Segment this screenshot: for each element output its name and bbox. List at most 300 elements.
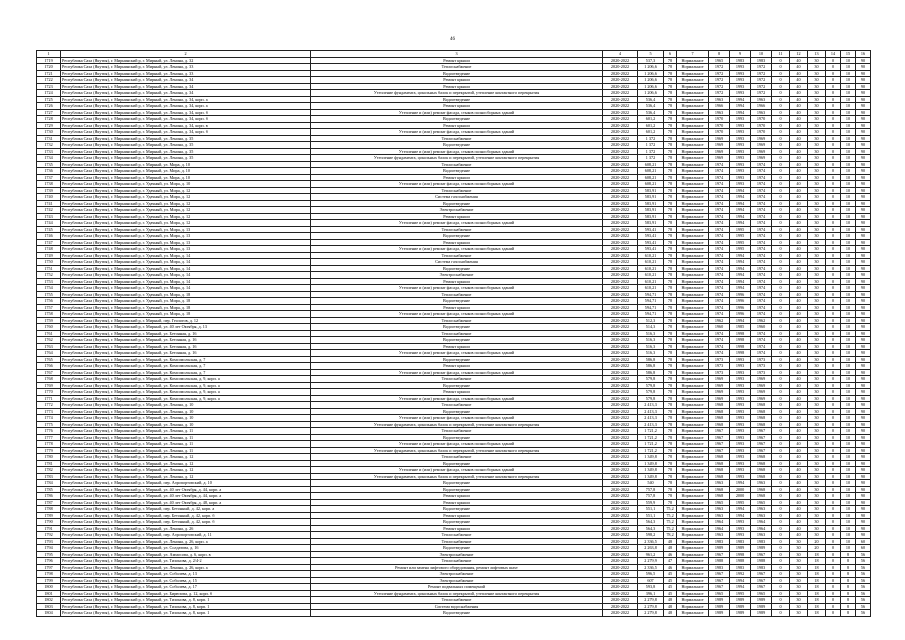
table-cell: Утепление и (или) ремонт фасада, стыков полносборных зданий bbox=[311, 220, 603, 227]
table-cell: 1970 bbox=[709, 129, 730, 136]
table-cell: Республика Саха (Якутия), г. Мирнинский р, г. Мирный, ул. Ленина, д. 11 bbox=[61, 428, 311, 435]
table-cell: 30 bbox=[808, 298, 826, 305]
table-cell: 90 bbox=[856, 460, 871, 467]
table-cell: Электроснабжение bbox=[311, 551, 603, 558]
table-cell: 0 bbox=[826, 298, 841, 305]
table-cell: 1994 bbox=[730, 194, 751, 201]
table-cell: Республика Саха (Якутия), г. Мирнинский р, г. Мирный, ул. Ленина, д. 12 bbox=[61, 473, 311, 480]
table-cell: Водоотведение bbox=[311, 70, 603, 77]
table-cell: 1969 bbox=[709, 155, 730, 162]
table-cell: Республика Саха (Якутия), г. Мирнинский р, г. Мирный, ул. Ленина, д. 10 bbox=[61, 415, 311, 422]
table-cell: Республика Саха (Якутия), г. Мирнинский р, г. Мирный, ул. Ленина, д. 26 bbox=[61, 525, 311, 532]
table-cell: 1972 bbox=[751, 70, 772, 77]
table-cell: 1974 bbox=[751, 168, 772, 175]
table-cell: 30 bbox=[790, 610, 808, 617]
column-number-cell: 13 bbox=[808, 51, 826, 58]
table-cell: 18 bbox=[808, 603, 826, 610]
table-cell: 1965 bbox=[709, 57, 730, 64]
table-cell: 2020-2022 bbox=[603, 181, 638, 188]
table-cell: Республика Саха (Якутия), г. Мирнинский р, г. Удачный, ул. Мира, д. 18 bbox=[61, 311, 311, 318]
table-cell: 0 bbox=[772, 402, 790, 409]
table-cell: 1966 bbox=[751, 103, 772, 110]
table-cell: 2000 bbox=[730, 493, 751, 500]
table-cell: Теплоснабжение bbox=[311, 291, 603, 298]
table-cell: 586,8 bbox=[638, 356, 664, 363]
table-cell: 1994 bbox=[730, 213, 751, 220]
table-cell: 40 bbox=[790, 129, 808, 136]
table-cell: 1968 bbox=[751, 460, 772, 467]
table-cell: 0 bbox=[826, 545, 841, 552]
table-cell: 2020-2022 bbox=[603, 285, 638, 292]
table-cell: 45 bbox=[664, 571, 677, 578]
table-cell: Нормальное bbox=[677, 304, 709, 311]
table-cell: 47 bbox=[664, 558, 677, 565]
table-cell: 2 336,5 bbox=[638, 564, 664, 571]
table-cell: 78 bbox=[664, 90, 677, 97]
table-cell: 0 bbox=[772, 129, 790, 136]
table-cell: 1799 bbox=[37, 577, 61, 584]
table-cell: 48 bbox=[664, 597, 677, 604]
table-cell: 2020-2022 bbox=[603, 421, 638, 428]
table-cell: 0 bbox=[826, 473, 841, 480]
table-cell: 2 263,8 bbox=[638, 545, 664, 552]
table-cell: 30 bbox=[808, 142, 826, 149]
table-cell: 2020-2022 bbox=[603, 363, 638, 370]
table-cell: Республика Саха (Якутия), г. Мирнинский р, г. Удачный, ул. Мира, д. 13 bbox=[61, 246, 311, 253]
table-cell: 40 bbox=[790, 499, 808, 506]
table-cell: 2020-2022 bbox=[603, 519, 638, 526]
table-cell: 78 bbox=[664, 96, 677, 103]
table-cell: 2020-2022 bbox=[603, 525, 638, 532]
table-cell: 30 bbox=[808, 408, 826, 415]
column-number-cell: 16 bbox=[856, 51, 871, 58]
table-cell: Нормальное bbox=[677, 252, 709, 259]
table-cell: 2020-2022 bbox=[603, 590, 638, 597]
table-cell: 78 bbox=[664, 376, 677, 383]
table-cell: 2000 bbox=[730, 486, 751, 493]
table-cell: 0 bbox=[826, 506, 841, 513]
table-cell: Республика Саха (Якутия), г. Мирнинский р, г. Удачный, ул. Мира, д. 12 bbox=[61, 213, 311, 220]
table-cell: Нормальное bbox=[677, 395, 709, 402]
table-cell: Республика Саха (Якутия), г. Мирнинский р, г. Мирный, ул. Ленина, д. 26, корп. а bbox=[61, 538, 311, 545]
table-cell: 40 bbox=[790, 96, 808, 103]
table-cell: 40 bbox=[790, 213, 808, 220]
table-cell: 10 bbox=[841, 441, 856, 448]
table-cell: 10 bbox=[841, 493, 856, 500]
table-cell: 1964 bbox=[709, 519, 730, 526]
table-cell: Нормальное bbox=[677, 545, 709, 552]
table-cell: 10 bbox=[841, 389, 856, 396]
table-cell: 1983 bbox=[730, 57, 751, 64]
table-cell: 1787 bbox=[37, 499, 61, 506]
table-cell: Водоотведение bbox=[311, 486, 603, 493]
table-cell: 0 bbox=[826, 272, 841, 279]
table-cell: Республика Саха (Якутия), г. Мирнинский р, г. Мирный, ул. Ленина, д. 34 bbox=[61, 83, 311, 90]
table-cell: 1782 bbox=[37, 467, 61, 474]
table-cell: 90 bbox=[856, 246, 871, 253]
table-cell: Нормальное bbox=[677, 564, 709, 571]
table-cell: Водоотведение bbox=[311, 200, 603, 207]
table-cell: 1965 bbox=[751, 499, 772, 506]
table-cell: 0 bbox=[772, 116, 790, 123]
table-cell: Система газоснабжения bbox=[311, 194, 603, 201]
table-cell: 30 bbox=[808, 181, 826, 188]
table-cell: 1963 bbox=[709, 512, 730, 519]
table-cell: 10 bbox=[841, 480, 856, 487]
table-cell: 1742 bbox=[37, 207, 61, 214]
table-cell: 78 bbox=[664, 226, 677, 233]
table-cell: 30 bbox=[808, 77, 826, 84]
table-cell: 40 bbox=[790, 116, 808, 123]
table-cell: 579,8 bbox=[638, 389, 664, 396]
table-cell: Нормальное bbox=[677, 512, 709, 519]
table-cell: 1767 bbox=[37, 369, 61, 376]
table-cell: 0 bbox=[826, 402, 841, 409]
table-cell: 1974 bbox=[709, 246, 730, 253]
table-cell: 1996 bbox=[730, 291, 751, 298]
table-cell: Республика Саха (Якутия), г. Мирнинский р, г. Мирный, пер. Аэропортовский, д. 11 bbox=[61, 532, 311, 539]
table-cell: 1974 bbox=[709, 343, 730, 350]
table-cell: 90 bbox=[856, 148, 871, 155]
table-cell: 1758 bbox=[37, 311, 61, 318]
table-cell: 1963 bbox=[709, 96, 730, 103]
table-cell: 30 bbox=[808, 317, 826, 324]
table-cell: Теплоснабжение bbox=[311, 317, 603, 324]
table-cell: 0 bbox=[826, 376, 841, 383]
table-cell: 1762 bbox=[37, 337, 61, 344]
table-cell: 1974 bbox=[751, 200, 772, 207]
table-cell: Ремонт или замена лифтового оборудования, ремонт лифтовых шахт bbox=[311, 564, 603, 571]
table-cell: Республика Саха (Якутия), г. Мирнинский р, г. Мирный, ул. Ленина, д. 34, корп. а bbox=[61, 103, 311, 110]
table-cell: 516,3 bbox=[638, 350, 664, 357]
table-cell: 1967 bbox=[709, 447, 730, 454]
table-cell: 2020-2022 bbox=[603, 194, 638, 201]
table-cell: Республика Саха (Якутия), г. Мирнинский р, г. Мирный, ул. Комсомольская, д. 7 bbox=[61, 363, 311, 370]
table-cell: 78 bbox=[664, 272, 677, 279]
table-cell: 1749 bbox=[37, 252, 61, 259]
table-cell: 1 721,2 bbox=[638, 428, 664, 435]
table-cell: Нормальное bbox=[677, 558, 709, 565]
table-cell: Республика Саха (Якутия), г. Мирнинский р, г. Мирный, ул. 40 лет Октября, д. 44, корп. а bbox=[61, 486, 311, 493]
table-cell: 90 bbox=[856, 525, 871, 532]
table-cell: 1972 bbox=[751, 83, 772, 90]
table-cell: 30 bbox=[808, 480, 826, 487]
table-cell: 2020-2022 bbox=[603, 129, 638, 136]
table-cell: 10 bbox=[841, 343, 856, 350]
table-cell: 0 bbox=[772, 213, 790, 220]
table-cell: 0 bbox=[772, 506, 790, 513]
table-cell: 608,21 bbox=[638, 161, 664, 168]
table-cell: Нормальное bbox=[677, 610, 709, 617]
table-cell: 1970 bbox=[751, 116, 772, 123]
table-cell: 1768 bbox=[37, 376, 61, 383]
table-cell: 1776 bbox=[37, 428, 61, 435]
table-cell: Нормальное bbox=[677, 415, 709, 422]
table-cell: 1994 bbox=[730, 109, 751, 116]
table-cell: 1745 bbox=[37, 226, 61, 233]
table-cell: 1786 bbox=[37, 493, 61, 500]
table-cell: 0 bbox=[826, 467, 841, 474]
table-cell: 2020-2022 bbox=[603, 311, 638, 318]
table-cell: 8 bbox=[841, 577, 856, 584]
table-cell: 1993 bbox=[730, 142, 751, 149]
table-cell: 2020-2022 bbox=[603, 480, 638, 487]
table-cell: Республика Саха (Якутия), г. Мирнинский р, г. Удачный, ул. Мира, д. 14 bbox=[61, 265, 311, 272]
table-cell: 1974 bbox=[751, 350, 772, 357]
table-cell: 30 bbox=[808, 402, 826, 409]
table-cell: 1989 bbox=[730, 597, 751, 604]
table-cell: Нормальное bbox=[677, 181, 709, 188]
table-cell: Республика Саха (Якутия), г. Мирнинский р, г. Удачный, ул. Мира, д. 14 bbox=[61, 259, 311, 266]
table-cell: Теплоснабжение bbox=[311, 64, 603, 71]
table-cell: 0 bbox=[772, 96, 790, 103]
table-cell: 601,2 bbox=[638, 122, 664, 129]
table-cell: 0 bbox=[826, 90, 841, 97]
table-cell: 1993 bbox=[730, 395, 751, 402]
table-cell: Республика Саха (Якутия), г. Мирнинский р, г. Мирный, пер. Бетонный, д. 42, корп. б bbox=[61, 512, 311, 519]
table-cell: Республика Саха (Якутия), г. Мирнинский р, г. Мирный, ул. Ленина, д. 34, корп. б bbox=[61, 129, 311, 136]
table-cell: 2020-2022 bbox=[603, 155, 638, 162]
table-cell: 2020-2022 bbox=[603, 64, 638, 71]
table-cell: Республика Саха (Якутия), г. Мирнинский р, г. Мирный, ул. Ленина, д. 12 bbox=[61, 454, 311, 461]
table-cell: 90 bbox=[856, 480, 871, 487]
table-cell: 40 bbox=[790, 200, 808, 207]
table-cell: 0 bbox=[826, 330, 841, 337]
table-cell: 0 bbox=[826, 324, 841, 331]
table-cell: 30 bbox=[808, 70, 826, 77]
table-cell: 30 bbox=[808, 382, 826, 389]
table-cell: 78 bbox=[664, 122, 677, 129]
table-cell: 0 bbox=[826, 311, 841, 318]
table-cell: 78 bbox=[664, 395, 677, 402]
table-cell: 1967 bbox=[709, 428, 730, 435]
table-cell: 78 bbox=[664, 356, 677, 363]
table-cell: 2020-2022 bbox=[603, 96, 638, 103]
table-cell: 90 bbox=[856, 103, 871, 110]
column-number-cell: 12 bbox=[790, 51, 808, 58]
table-cell: 40 bbox=[790, 226, 808, 233]
table-cell: 0 bbox=[772, 564, 790, 571]
table-cell: 10 bbox=[841, 473, 856, 480]
table-cell: 10 bbox=[841, 317, 856, 324]
table-cell: Система газоснабжения bbox=[311, 259, 603, 266]
table-cell: Нормальное bbox=[677, 64, 709, 71]
table-cell: 1746 bbox=[37, 233, 61, 240]
table-cell: 1973 bbox=[751, 356, 772, 363]
table-cell: 78 bbox=[664, 129, 677, 136]
table-cell: 1974 bbox=[709, 298, 730, 305]
table-cell: 1 206,6 bbox=[638, 70, 664, 77]
table-cell: 610,21 bbox=[638, 265, 664, 272]
table-cell: 516,3 bbox=[638, 330, 664, 337]
table-cell: 10 bbox=[841, 194, 856, 201]
table-cell: Республика Саха (Якутия), г. Мирнинский р, г. Мирный, ул. Ленина, д. 35 bbox=[61, 148, 311, 155]
table-cell: 78 bbox=[664, 103, 677, 110]
table-cell: 10 bbox=[841, 363, 856, 370]
table-cell: 1741 bbox=[37, 200, 61, 207]
table-cell: 90 bbox=[856, 441, 871, 448]
table-cell: 1983 bbox=[730, 564, 751, 571]
table-cell: Республика Саха (Якутия), г. Мирнинский р, г. Мирный, ул. Комсомольская, д. 9, корп. а bbox=[61, 376, 311, 383]
table-cell: 0 bbox=[826, 103, 841, 110]
table-cell: 1967 bbox=[709, 551, 730, 558]
table-cell: Нормальное bbox=[677, 83, 709, 90]
table-cell: 10 bbox=[841, 285, 856, 292]
table-cell: Нормальное bbox=[677, 317, 709, 324]
table-cell: 0 bbox=[826, 200, 841, 207]
table-cell: 0 bbox=[826, 564, 841, 571]
table-cell: 1970 bbox=[751, 122, 772, 129]
table-cell: 1993 bbox=[730, 376, 751, 383]
table-cell: 1760 bbox=[37, 324, 61, 331]
table-cell: 0 bbox=[772, 376, 790, 383]
table-cell: 0 bbox=[772, 233, 790, 240]
table-cell: 514,3 bbox=[638, 324, 664, 331]
table-cell: 10 bbox=[841, 122, 856, 129]
column-number-cell: 8 bbox=[709, 51, 730, 58]
table-cell: 1974 bbox=[709, 304, 730, 311]
table-cell: Водоотведение bbox=[311, 434, 603, 441]
table-cell: Водоотведение bbox=[311, 506, 603, 513]
table-cell: 1992 bbox=[730, 571, 751, 578]
table-cell: Утепление и (или) ремонт фасада, стыков полносборных зданий bbox=[311, 467, 603, 474]
table-cell: Нормальное bbox=[677, 129, 709, 136]
table-cell: 2020-2022 bbox=[603, 90, 638, 97]
table-cell: Республика Саха (Якутия), г. Мирнинский р, г. Мирный, ул. Бетонная, д. 16 bbox=[61, 350, 311, 357]
table-cell: 1967 bbox=[751, 571, 772, 578]
table-cell: 1973 bbox=[709, 369, 730, 376]
table-cell: 1779 bbox=[37, 447, 61, 454]
table-cell: 1995 bbox=[730, 226, 751, 233]
column-number-cell: 5 bbox=[638, 51, 664, 58]
table-cell: 40 bbox=[790, 90, 808, 97]
table-cell: 1974 bbox=[709, 285, 730, 292]
table-cell: Нормальное bbox=[677, 77, 709, 84]
table-cell: 18 bbox=[808, 590, 826, 597]
table-cell: Республика Саха (Якутия), г. Мирнинский р, г. Мирный, ул. Комсомольская, д. 7 bbox=[61, 356, 311, 363]
table-cell: Республика Саха (Якутия), г. Мирнинский р, г. Мирный, пер. Геологов, д. 12 bbox=[61, 317, 311, 324]
table-cell: 0 bbox=[826, 291, 841, 298]
table-cell: 90 bbox=[856, 174, 871, 181]
table-cell: 2020-2022 bbox=[603, 246, 638, 253]
table-cell: Республика Саха (Якутия), г. Мирнинский р, г. Удачный, ул. Мира, д. 12 bbox=[61, 220, 311, 227]
table-cell: Ремонт крыши bbox=[311, 122, 603, 129]
table-cell: 40 bbox=[790, 181, 808, 188]
table-cell: 1966 bbox=[709, 103, 730, 110]
table-cell: 40 bbox=[790, 343, 808, 350]
table-cell: 30 bbox=[808, 395, 826, 402]
table-cell: 40 bbox=[790, 467, 808, 474]
table-cell: 583,91 bbox=[638, 187, 664, 194]
table-cell: 1969 bbox=[751, 389, 772, 396]
table-cell: 0 bbox=[772, 447, 790, 454]
table-cell: 90 bbox=[856, 285, 871, 292]
table-cell: 1 206,6 bbox=[638, 90, 664, 97]
table-cell: 78 bbox=[664, 311, 677, 318]
table-cell: 1773 bbox=[37, 408, 61, 415]
table-cell: 90 bbox=[856, 421, 871, 428]
table-cell: 0 bbox=[826, 96, 841, 103]
table-cell: 40 bbox=[790, 454, 808, 461]
table-cell: 1993 bbox=[730, 428, 751, 435]
table-cell: 1 372 bbox=[638, 148, 664, 155]
table-cell: 0 bbox=[772, 337, 790, 344]
table-cell: 30 bbox=[808, 57, 826, 64]
table-cell: 1972 bbox=[709, 90, 730, 97]
table-cell: 30 bbox=[808, 441, 826, 448]
table-cell: Республика Саха (Якутия), г. Мирнинский р, г. Мирный, ул. Аммосова, д. 6, корп. в bbox=[61, 551, 311, 558]
table-cell: 2020-2022 bbox=[603, 610, 638, 617]
table-cell: 10 bbox=[841, 239, 856, 246]
table-cell: 1974 bbox=[709, 291, 730, 298]
table-cell: 2020-2022 bbox=[603, 109, 638, 116]
table-cell: 10 bbox=[841, 278, 856, 285]
table-cell: 1783 bbox=[37, 473, 61, 480]
table-cell: 1972 bbox=[709, 64, 730, 71]
table-cell: 2020-2022 bbox=[603, 77, 638, 84]
table-cell: 78,2 bbox=[664, 532, 677, 539]
table-cell: Ремонт крыши bbox=[311, 512, 603, 519]
table-cell: Нормальное bbox=[677, 369, 709, 376]
table-cell: Утепление и (или) ремонт фасада, стыков полносборных зданий bbox=[311, 285, 603, 292]
table-cell: 2020-2022 bbox=[603, 103, 638, 110]
table-cell: 0 bbox=[772, 285, 790, 292]
table-cell: Республика Саха (Якутия), г. Мирнинский р, г. Мирный, ул. Ленина, д. 34 bbox=[61, 77, 311, 84]
table-cell: 78 bbox=[664, 389, 677, 396]
table-cell: 40 bbox=[790, 272, 808, 279]
table-cell: 1757 bbox=[37, 304, 61, 311]
table-cell: 10 bbox=[841, 356, 856, 363]
table-cell: 1994 bbox=[730, 207, 751, 214]
table-cell: Республика Саха (Якутия), г. Мирнинский р, г. Удачный, ул. Мира, д. 18 bbox=[61, 304, 311, 311]
table-cell: 40 bbox=[790, 174, 808, 181]
table-cell: 1983 bbox=[751, 564, 772, 571]
table-cell: 1993 bbox=[730, 402, 751, 409]
table-cell: 30 bbox=[808, 194, 826, 201]
table-cell: 0 bbox=[826, 83, 841, 90]
table-cell: 2020-2022 bbox=[603, 174, 638, 181]
table-cell: 1993 bbox=[730, 161, 751, 168]
table-cell: 0 bbox=[772, 532, 790, 539]
table-cell: 1989 bbox=[751, 603, 772, 610]
table-cell: 1974 bbox=[709, 337, 730, 344]
table-cell: 516,3 bbox=[638, 337, 664, 344]
table-cell: 0 bbox=[772, 350, 790, 357]
table-cell: 10 bbox=[841, 538, 856, 545]
table-cell: 1974 bbox=[709, 187, 730, 194]
table-cell: Нормальное bbox=[677, 350, 709, 357]
table-cell: 0 bbox=[826, 239, 841, 246]
table-cell: 0 bbox=[772, 382, 790, 389]
table-cell: 30 bbox=[808, 330, 826, 337]
table-cell: 0 bbox=[772, 519, 790, 526]
table-cell: 1993 bbox=[730, 421, 751, 428]
table-cell: 1995 bbox=[730, 246, 751, 253]
table-cell: 0 bbox=[772, 77, 790, 84]
table-cell: Нормальное bbox=[677, 460, 709, 467]
table-cell: 30 bbox=[808, 168, 826, 175]
table-cell: 10 bbox=[841, 103, 856, 110]
table-cell: Утепление и (или) ремонт фасада, стыков полносборных зданий bbox=[311, 181, 603, 188]
table-cell: 40 bbox=[790, 369, 808, 376]
table-cell: 2020-2022 bbox=[603, 57, 638, 64]
table-cell: 0 bbox=[772, 64, 790, 71]
table-cell: 75,2 bbox=[664, 506, 677, 513]
table-cell: 40 bbox=[790, 356, 808, 363]
table-cell: 0 bbox=[826, 246, 841, 253]
table-cell: 1796 bbox=[37, 558, 61, 565]
table-cell: 0 bbox=[772, 200, 790, 207]
